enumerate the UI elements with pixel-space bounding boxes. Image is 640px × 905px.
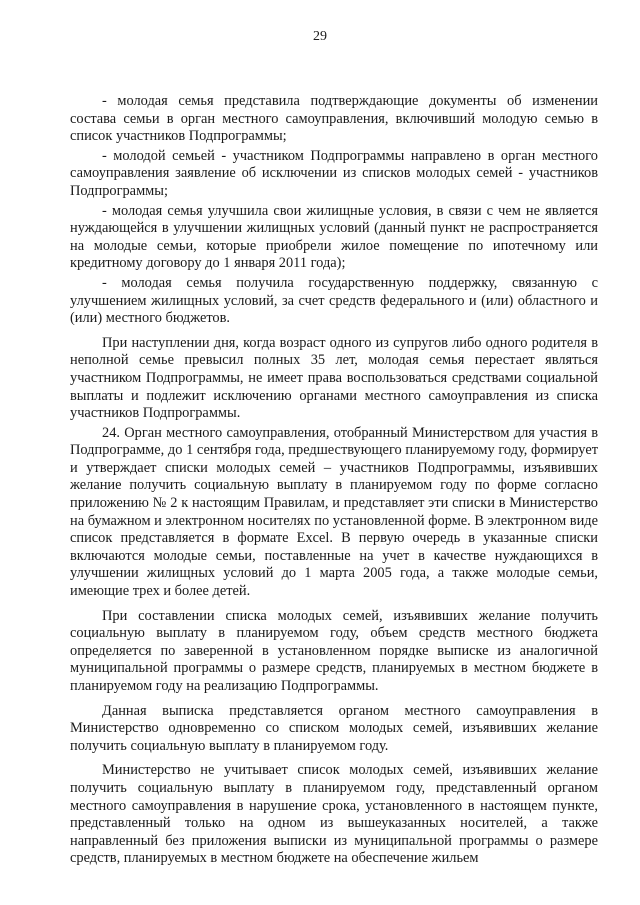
paragraph-age-limit: При наступлении дня, когда возраст одного из супругов либо одного родителя в неполной семье превысил полных 35 лет, молодая семья перестает являться участником Подпрограммы, не имеет права воспользоваться средствами социальной выплаты и подлежит исключению органами местного самоуправления из списка участников Подпрограммы. [70, 334, 598, 422]
paragraph-budget-volume: При составлении списка молодых семей, изъявивших желание получить социальную выплату в планируемом году, объем средств местного бюджета определяется по заверенной в установленном порядке выписке из аналогичной муниципальной программы о размере средств, планируемых в местном бюджете в планируемом году на реализацию Подпрограммы. [70, 607, 598, 694]
page-number: 29 [313, 29, 327, 44]
paragraph-bullet-state-support: - молодая семья получила государственную поддержку, связанную с улучшением жилищных условий, за счет средств федерального и (или) областного и (или) местного бюджетов. [70, 274, 598, 327]
paragraph-bullet-improved-housing: - молодая семья улучшила свои жилищные условия, в связи с чем не является нуждающейся в улучшении жилищных условий (данный пункт не распространяется на молодые семьи, которые приобрели жилое помещение по ипотечному или кредитному договору до 1 января 2011 года); [70, 202, 598, 272]
paragraph-ministry-rejection: Министерство не учитывает список молодых семей, изъявивших желание получить социальную выплату в планируемом году, представленный органом местного самоуправления в нарушение срока, установленного в настоящем пункте, представленный только на одном из вышеуказанных носителей, а также направленный без приложения выписки из муниципальной программы о размере средств, планируемых в местном бюджете на обеспечение жильем [70, 762, 598, 867]
document-body [70, 93, 598, 870]
paragraph-bullet-documents: - молодая семья представила подтверждающие документы об изменении состава семьи в орган местного самоуправления, включивший молодую семью в список участников Подпрограммы; [70, 93, 598, 145]
paragraph-item-24: 24. Орган местного самоуправления, отобранный Министерством для участия в Подпрограмме, до 1 сентября года, предшествующего планируемому году, формирует и утверждает списки молодых семей – участников Подпрограммы, изъявивших желание получить социальную выплату в планируемом году по форме согласно приложению № 2 к настоящим Правилам, и представляет эти списки в Министерство на бумажном и электронном носителях по установленной форме. В электронном виде список представляется в формате Excel. В первую очередь в указанные списки включаются молодые семьи, поставленные на учет в качестве нуждающихся в улучшении жилищных условий до 1 марта 2005 года, а также молодые семьи, имеющие трех и более детей. [70, 424, 598, 600]
paragraph-extract-submission: Данная выписка представляется органом местного самоуправления в Министерство одновременно со списком молодых семей, изъявивших желание получить социальную выплату в планируемом году. [70, 702, 598, 754]
paragraph-bullet-application: - молодой семьей - участником Подпрограммы направлено в орган местного самоуправления заявление об исключении из списков молодых семей - участников Подпрограммы; [70, 147, 598, 199]
